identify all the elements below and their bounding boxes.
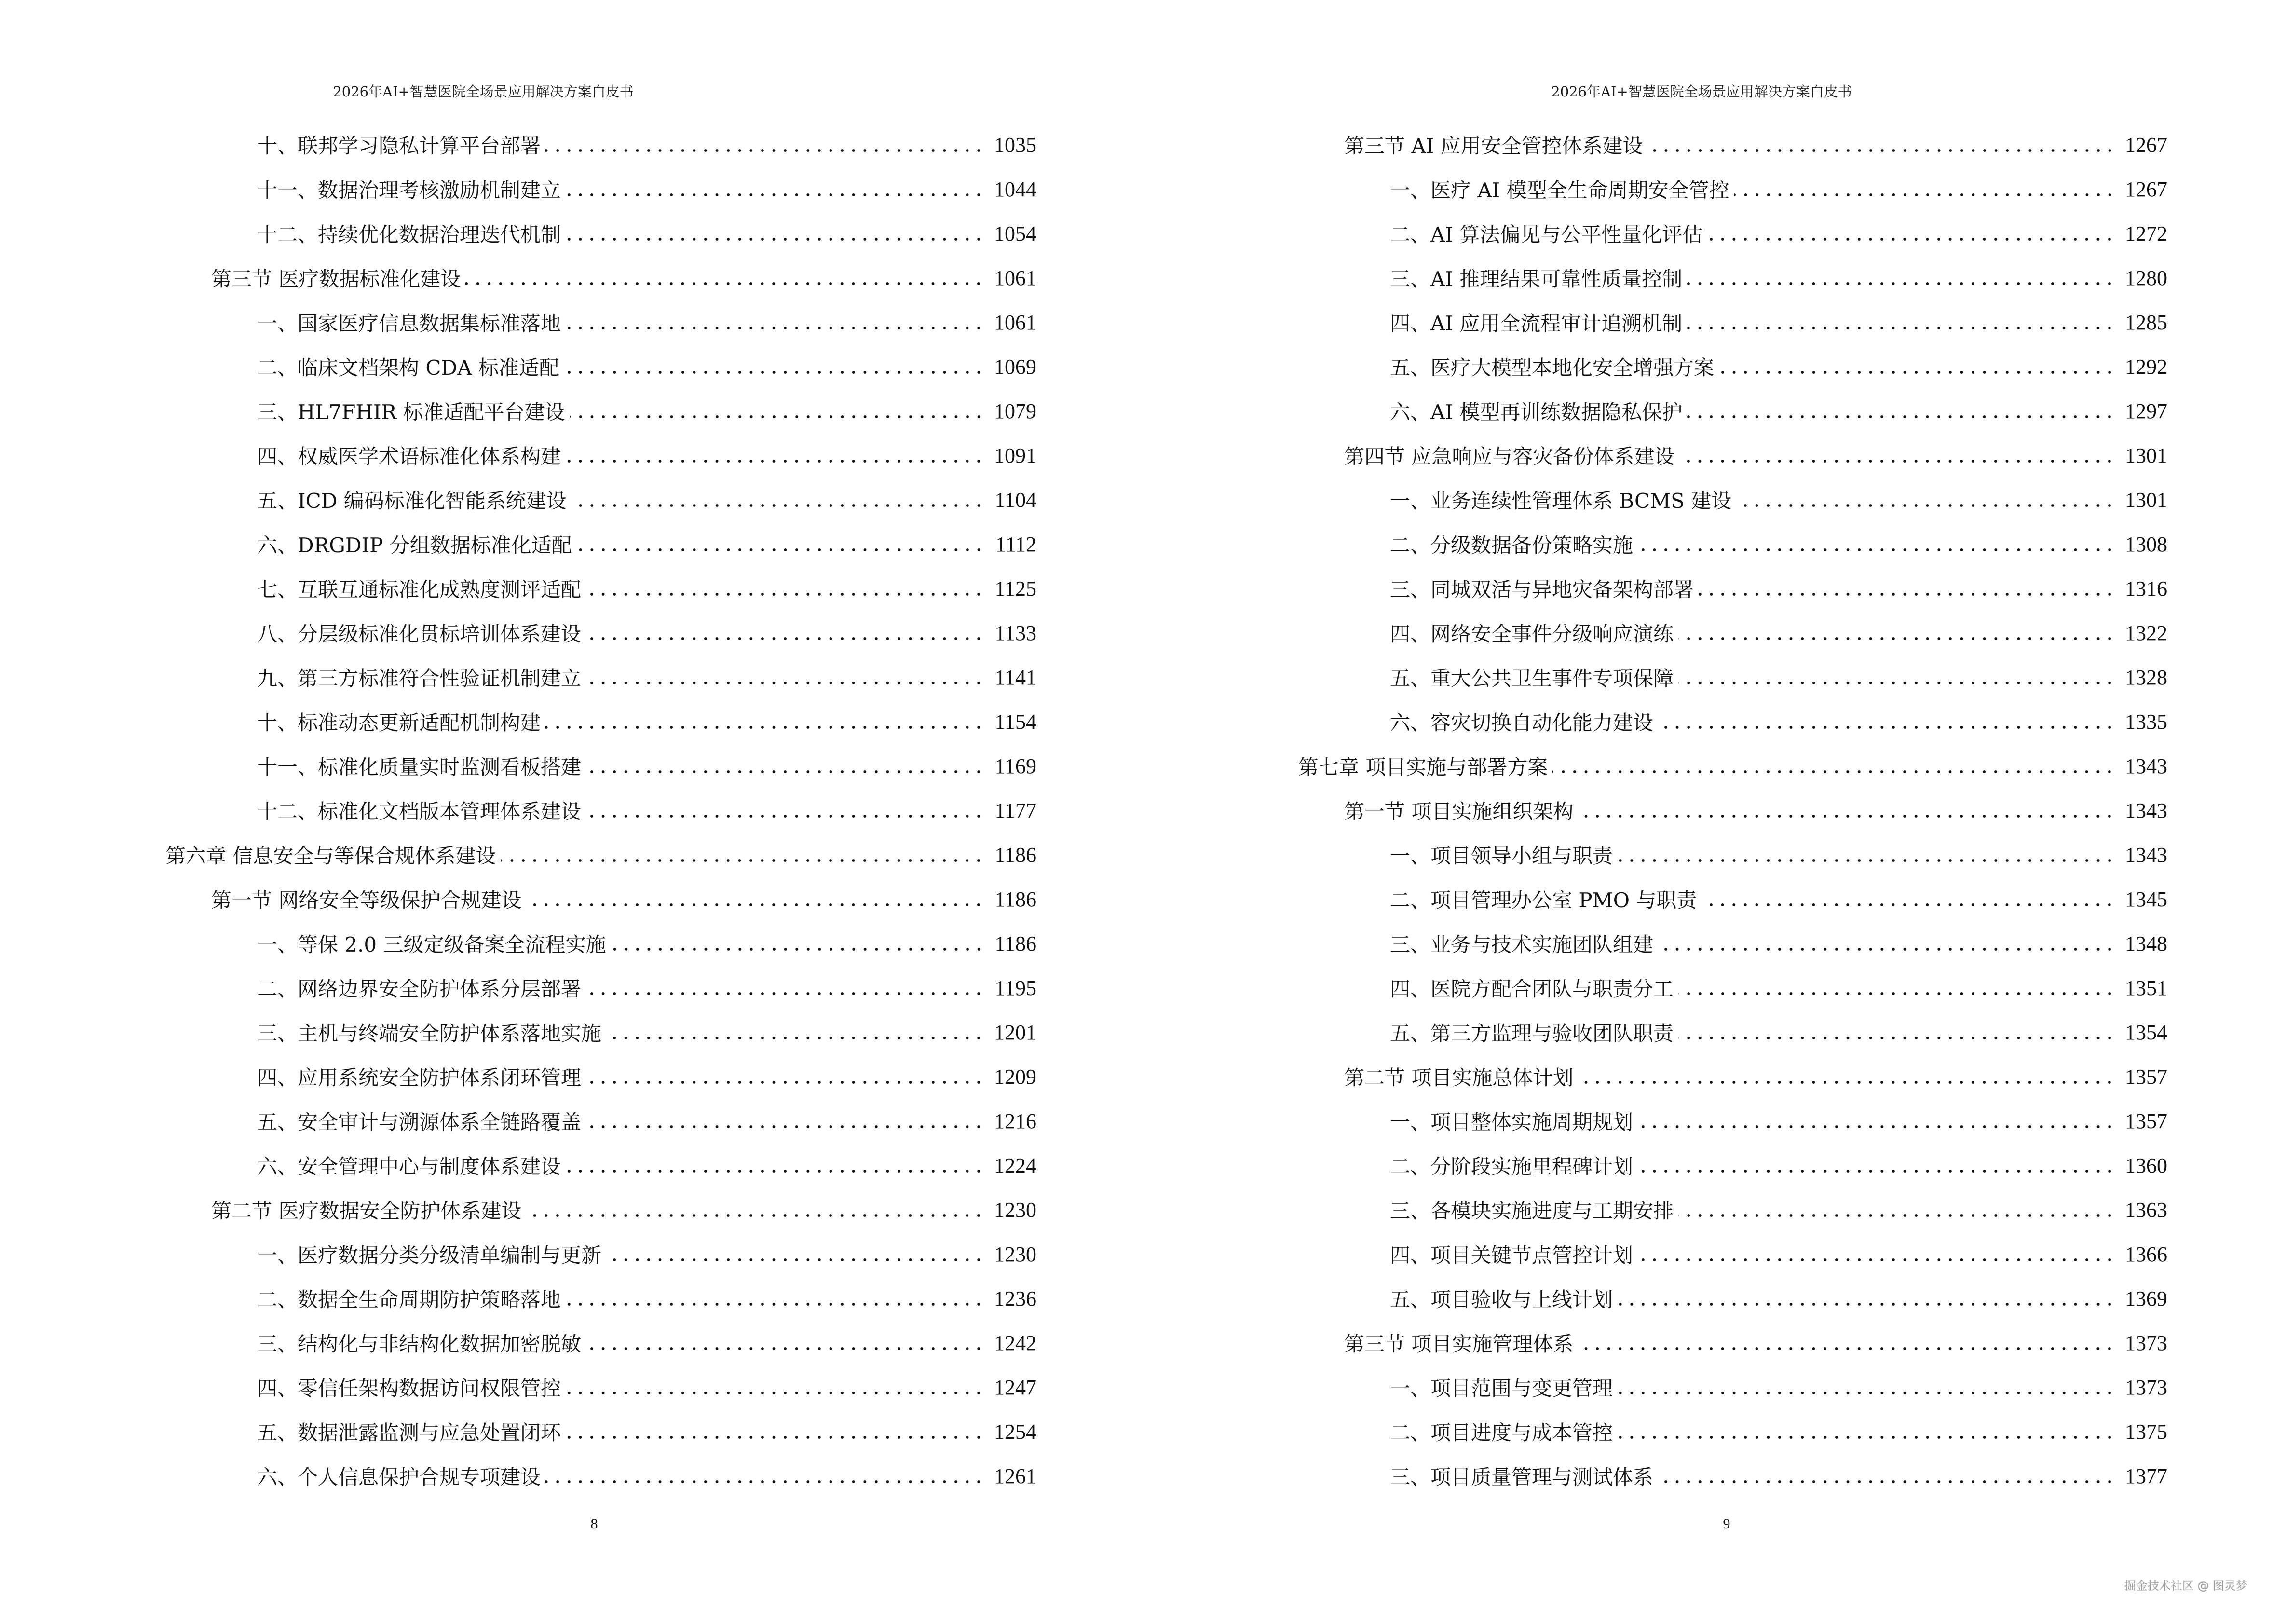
toc-entry-section[interactable] [1298,1054,2167,1099]
dot-leader [545,1466,984,1486]
toc-entry-page-number: 1242 [994,1331,1036,1355]
toc-entry-page-number: 1343 [2125,754,2167,778]
toc-entry-page-number: 1357 [2125,1109,2167,1133]
page-number: 8 [590,1516,598,1532]
toc-entry-title: 三、主机与终端安全防护体系落地实施 [257,1018,606,1047]
toc-entry-page-number: 1280 [2125,266,2167,290]
toc-entry-chapter[interactable] [165,832,1036,877]
toc-entry-item[interactable] [1298,478,2167,522]
toc-entry-title: 二、网络边界安全防护体系分层部署 [257,973,586,1002]
toc-entry-page-number: 1091 [994,443,1036,467]
toc-entry-title: 二、AI 算法偏见与公平性量化评估 [1390,219,1707,248]
toc-entry-title: 六、安全管理中心与制度体系建设 [257,1151,566,1180]
toc-entry-page-number: 1216 [994,1109,1036,1133]
toc-entry-title: 十一、数据治理考核激励机制建立 [257,175,566,204]
toc-entry-title: 十、标准动态更新适配机制构建 [257,707,545,736]
toc-entry-item[interactable] [1298,167,2167,211]
toc-entry-page-number: 1247 [994,1375,1036,1399]
toc-entry-title: 第三节 AI 应用安全管控体系建设 [1344,130,1648,159]
dot-leader [566,223,984,244]
toc-entry-title: 第四节 应急响应与容灾备份体系建设 [1344,441,1679,470]
running-header: 2026年AI+智慧医院全场景应用解决方案白皮书 [333,83,634,100]
toc-entry-title: 四、零信任架构数据访问权限管控 [257,1373,566,1402]
toc-entry-title: 二、临床文档架构 CDA 标准适配 [257,352,564,381]
toc-entry-page-number: 1366 [2125,1242,2167,1266]
running-header: 2026年AI+智慧医院全场景应用解决方案白皮书 [1551,83,1852,100]
toc-entry-item[interactable] [165,611,1036,655]
toc-entry-page-number: 1345 [2125,887,2167,911]
toc-entry-page-number: 1079 [994,399,1036,423]
toc-entry-item[interactable] [1298,966,2167,1010]
toc-entry-title: 十二、持续优化数据治理迭代机制 [257,219,566,248]
dot-leader [1687,268,2115,288]
dot-leader [606,1022,984,1042]
toc-entry-page-number: 1195 [994,976,1036,1000]
toc-entry-item[interactable] [165,1409,1036,1454]
toc-entry-item[interactable] [165,478,1036,522]
toc-entry-page-number: 1272 [2125,221,2167,246]
dot-leader [1736,490,2115,510]
dot-leader [1658,933,2115,954]
toc-entry-page-number: 1360 [2125,1153,2167,1177]
toc-entry-title: 第七章 项目实施与部署方案 [1298,751,1552,780]
dot-leader [566,1288,984,1309]
toc-entry-title: 五、项目验收与上线计划 [1390,1284,1618,1313]
toc-entry-section[interactable] [165,256,1036,300]
dot-leader [1678,978,2115,998]
watermark: 掘金技术社区 @ 图灵梦 [2124,1579,2248,1593]
toc-entry-page-number: 1335 [2125,710,2167,734]
dot-leader [1578,1066,2115,1087]
toc-entry-page-number: 1297 [2125,399,2167,423]
toc-entry-page-number: 1301 [2125,443,2167,467]
dot-leader [566,1155,984,1175]
dot-leader [572,490,984,510]
toc-list [1298,123,2167,1498]
toc-entry-title: 十二、标准化文档版本管理体系建设 [257,796,586,825]
toc-entry-item[interactable] [165,167,1036,211]
toc-entry-page-number: 1343 [2125,843,2167,867]
dot-leader [586,667,984,687]
toc-entry-item[interactable] [1298,699,2167,744]
toc-entry-page-number: 1035 [994,133,1036,157]
dot-leader [1734,179,2115,199]
dot-leader [1618,1377,2115,1397]
toc-entry-item[interactable] [165,1321,1036,1365]
toc-entry-title: 四、权威医学术语标准化体系构建 [257,441,566,470]
toc-entry-item[interactable] [165,655,1036,699]
toc-entry-item[interactable] [1298,1187,2167,1232]
toc-entry-title: 三、结构化与非结构化数据加密脱敏 [257,1328,586,1357]
dot-leader [566,1421,984,1442]
toc-entry-item[interactable] [165,1099,1036,1143]
toc-entry-title: 二、项目管理办公室 PMO 与职责 [1390,885,1702,914]
toc-entry-title: 二、数据全生命周期防护策略落地 [257,1284,566,1313]
toc-entry-item[interactable] [1298,1276,2167,1321]
toc-entry-title: 五、重大公共卫生事件专项保障 [1390,663,1678,692]
toc-entry-item[interactable] [165,1365,1036,1409]
toc-entry-title: 第三节 医疗数据标准化建设 [211,263,465,292]
toc-entry-title: 七、互联互通标准化成熟度测评适配 [257,574,586,603]
toc-entry-page-number: 1044 [994,177,1036,201]
toc-entry-item[interactable] [1298,1143,2167,1187]
toc-entry-title: 三、项目质量管理与测试体系 [1390,1461,1658,1490]
toc-entry-title: 一、项目整体实施周期规划 [1390,1106,1638,1135]
dot-leader [586,1066,984,1087]
toc-entry-title: 九、第三方标准符合性验证机制建立 [257,663,586,692]
toc-entry-page-number: 1316 [2125,576,2167,600]
toc-entry-page-number: 1141 [994,665,1036,689]
toc-entry-page-number: 1169 [994,754,1036,778]
toc-entry-page-number: 1357 [2125,1064,2167,1089]
toc-entry-section[interactable] [1298,1321,2167,1365]
toc-entry-item[interactable] [1298,1454,2167,1498]
toc-entry-title: 四、网络安全事件分级响应演练 [1390,618,1678,647]
dot-leader [586,978,984,998]
dot-leader [586,623,984,643]
dot-leader [566,312,984,332]
dot-leader [1618,1421,2115,1442]
toc-entry-title: 一、等保 2.0 三级定级备案全流程实施 [257,929,611,958]
toc-entry-item[interactable] [1298,877,2167,921]
toc-entry-page-number: 1125 [994,576,1036,600]
toc-entry-item[interactable] [165,1054,1036,1099]
toc-entry-page-number: 1186 [994,843,1036,867]
toc-entry-page-number: 1267 [2125,133,2167,157]
toc-entry-title: 一、医疗 AI 模型全生命周期安全管控 [1390,175,1734,204]
toc-entry-item[interactable] [165,300,1036,344]
toc-entry-item[interactable] [165,123,1036,167]
toc-entry-item[interactable] [165,1454,1036,1498]
dot-leader [1648,135,2115,155]
toc-entry-item[interactable] [1298,522,2167,566]
toc-entry-page-number: 1328 [2125,665,2167,689]
toc-entry-page-number: 1230 [994,1242,1036,1266]
dot-leader [570,401,984,421]
toc-entry-page-number: 1369 [2125,1286,2167,1310]
toc-entry-title: 五、数据泄露监测与应急处置闭环 [257,1417,566,1446]
dot-leader [1702,889,2115,909]
toc-entry-page-number: 1104 [994,488,1036,512]
toc-entry-title: 一、业务连续性管理体系 BCMS 建设 [1390,485,1736,514]
toc-entry-title: 二、分级数据备份策略实施 [1390,530,1638,559]
toc-entry-page-number: 1236 [994,1286,1036,1310]
dot-leader [586,578,984,599]
dot-leader [1618,845,2115,865]
toc-entry-page-number: 1054 [994,221,1036,246]
dot-leader [1687,401,2115,421]
toc-entry-title: 一、项目领导小组与职责 [1390,840,1618,869]
toc-entry-title: 第六章 信息安全与等保合规体系建设 [165,840,501,869]
dot-leader [1658,711,2115,732]
toc-entry-page-number: 1322 [2125,621,2167,645]
dot-leader [586,800,984,820]
toc-entry-title: 五、医疗大模型本地化安全增强方案 [1390,352,1719,381]
toc-entry-title: 八、分层级标准化贯标培训体系建设 [257,618,586,647]
toc-list [165,123,1036,1498]
dot-leader [586,1111,984,1131]
toc-entry-page-number: 1254 [994,1419,1036,1444]
toc-entry-page-number: 1308 [2125,532,2167,556]
dot-leader [564,356,984,377]
toc-entry-page-number: 1301 [2125,488,2167,512]
toc-entry-section[interactable] [165,877,1036,921]
toc-entry-title: 四、应用系统安全防护体系闭环管理 [257,1062,586,1091]
toc-entry-page-number: 1177 [994,798,1036,822]
toc-entry-page-number: 1373 [2125,1331,2167,1355]
dot-leader [1638,1155,2115,1175]
toc-entry-title: 五、安全审计与溯源体系全链路覆盖 [257,1106,586,1135]
toc-entry-item[interactable] [165,211,1036,256]
dot-leader [501,845,984,865]
toc-entry-chapter[interactable] [1298,744,2167,788]
dot-leader [1638,1244,2115,1264]
dot-leader [1658,1466,2115,1486]
toc-entry-title: 六、个人信息保护合规专项建设 [257,1461,545,1490]
toc-entry-item[interactable] [1298,300,2167,344]
dot-leader [1678,623,2115,643]
dot-leader [1687,312,2115,332]
toc-entry-title: 第二节 医疗数据安全防护体系建设 [211,1195,526,1224]
toc-entry-page-number: 1377 [2125,1464,2167,1488]
toc-entry-page-number: 1112 [995,532,1036,556]
toc-entry-item[interactable] [165,744,1036,788]
toc-entry-title: 四、项目关键节点管控计划 [1390,1240,1638,1269]
toc-entry-section[interactable] [1298,123,2167,167]
page-right [1144,0,2287,1624]
toc-entry-item[interactable] [1298,1010,2167,1054]
toc-entry-page-number: 1267 [2125,177,2167,201]
dot-leader [586,1333,984,1353]
toc-entry-page-number: 1209 [994,1064,1036,1089]
toc-entry-title: 十一、标准化质量实时监测看板搭建 [257,751,586,780]
toc-entry-section[interactable] [1298,433,2167,478]
toc-entry-title: 第一节 网络安全等级保护合规建设 [211,885,526,914]
dot-leader [1678,1022,2115,1042]
dot-leader [1679,445,2115,465]
toc-entry-item[interactable] [165,1276,1036,1321]
dot-leader [1578,800,2115,820]
toc-entry-title: 第二节 项目实施总体计划 [1344,1062,1578,1091]
toc-entry-page-number: 1061 [994,310,1036,334]
dot-leader [1578,1333,2115,1353]
toc-entry-item[interactable] [165,699,1036,744]
dot-leader [545,711,984,732]
toc-entry-item[interactable] [1298,256,2167,300]
toc-entry-item[interactable] [1298,1099,2167,1143]
toc-entry-page-number: 1061 [994,266,1036,290]
toc-entry-title: 五、第三方监理与验收团队职责 [1390,1018,1678,1047]
toc-entry-page-number: 1224 [994,1153,1036,1177]
dot-leader [1699,578,2115,599]
toc-entry-item[interactable] [165,433,1036,478]
toc-entry-page-number: 1363 [2125,1198,2167,1222]
toc-entry-page-number: 1154 [994,710,1036,734]
toc-entry-item[interactable] [1298,1365,2167,1409]
toc-entry-title: 三、HL7FHIR 标准适配平台建设 [257,396,570,425]
dot-leader [577,534,984,554]
toc-entry-item[interactable] [1298,611,2167,655]
toc-entry-item[interactable] [1298,1409,2167,1454]
toc-entry-item[interactable] [1298,211,2167,256]
dot-leader [1678,1200,2115,1220]
toc-entry-item[interactable] [165,344,1036,389]
toc-entry-page-number: 1285 [2125,310,2167,334]
toc-entry-item[interactable] [1298,832,2167,877]
dot-leader [1678,667,2115,687]
toc-entry-item[interactable] [165,1143,1036,1187]
toc-entry-title: 一、项目范围与变更管理 [1390,1373,1618,1402]
toc-entry-page-number: 1186 [994,887,1036,911]
dot-leader [465,268,984,288]
toc-entry-page-number: 1375 [2125,1419,2167,1444]
toc-entry-page-number: 1348 [2125,931,2167,955]
toc-entry-title: 四、医院方配合团队与职责分工 [1390,973,1678,1002]
toc-entry-title: 二、分阶段实施里程碑计划 [1390,1151,1638,1180]
dot-leader [1552,756,2115,776]
dot-leader [1719,356,2115,377]
dot-leader [1707,223,2115,244]
toc-entry-item[interactable] [165,966,1036,1010]
dot-leader [1638,1111,2115,1131]
toc-entry-title: 第三节 项目实施管理体系 [1344,1328,1578,1357]
toc-entry-section[interactable] [1298,788,2167,832]
dot-leader [606,1244,984,1264]
toc-entry-item[interactable] [1298,389,2167,433]
toc-entry-title: 六、容灾切换自动化能力建设 [1390,707,1658,736]
toc-entry-item[interactable] [165,788,1036,832]
toc-entry-item[interactable] [165,921,1036,966]
toc-entry-title: 六、DRGDIP 分组数据标准化适配 [257,530,577,559]
toc-entry-page-number: 1186 [994,931,1036,955]
toc-entry-page-number: 1261 [994,1464,1036,1488]
dot-leader [611,933,985,954]
dot-leader [545,135,984,155]
toc-entry-item[interactable] [1298,566,2167,611]
toc-entry-page-number: 1069 [994,355,1036,379]
dot-leader [1638,534,2115,554]
dot-leader [526,1200,984,1220]
toc-entry-title: 三、各模块实施进度与工期安排 [1390,1195,1678,1224]
toc-entry-page-number: 1373 [2125,1375,2167,1399]
dot-leader [566,179,984,199]
toc-entry-title: 第一节 项目实施组织架构 [1344,796,1578,825]
toc-entry-item[interactable] [165,522,1036,566]
toc-entry-item[interactable] [1298,344,2167,389]
toc-entry-section[interactable] [165,1187,1036,1232]
dot-leader [566,1377,984,1397]
toc-entry-title: 三、AI 推理结果可靠性质量控制 [1390,263,1687,292]
toc-entry-title: 四、AI 应用全流程审计追溯机制 [1390,308,1687,337]
toc-entry-item[interactable] [165,566,1036,611]
dot-leader [1618,1288,2115,1309]
toc-entry-item[interactable] [1298,655,2167,699]
toc-entry-title: 五、ICD 编码标准化智能系统建设 [257,485,572,514]
toc-entry-page-number: 1292 [2125,355,2167,379]
toc-entry-title: 一、国家医疗信息数据集标准落地 [257,308,566,337]
toc-entry-title: 三、同城双活与异地灾备架构部署 [1390,574,1699,603]
toc-entry-item[interactable] [165,1010,1036,1054]
dot-leader [566,445,984,465]
toc-entry-item[interactable] [1298,1232,2167,1276]
toc-entry-item[interactable] [165,1232,1036,1276]
toc-entry-page-number: 1201 [994,1020,1036,1044]
toc-entry-title: 一、医疗数据分类分级清单编制与更新 [257,1240,606,1269]
toc-entry-title: 二、项目进度与成本管控 [1390,1417,1618,1446]
dot-leader [586,756,984,776]
toc-entry-title: 十、联邦学习隐私计算平台部署 [257,130,545,159]
toc-entry-title: 三、业务与技术实施团队组建 [1390,929,1658,958]
toc-entry-page-number: 1133 [994,621,1036,645]
toc-entry-item[interactable] [165,389,1036,433]
toc-entry-title: 六、AI 模型再训练数据隐私保护 [1390,396,1687,425]
toc-entry-page-number: 1351 [2125,976,2167,1000]
toc-entry-page-number: 1230 [994,1198,1036,1222]
dot-leader [526,889,984,909]
toc-entry-page-number: 1343 [2125,798,2167,822]
page-number: 9 [1723,1516,1730,1532]
toc-entry-page-number: 1354 [2125,1020,2167,1044]
toc-entry-item[interactable] [1298,921,2167,966]
